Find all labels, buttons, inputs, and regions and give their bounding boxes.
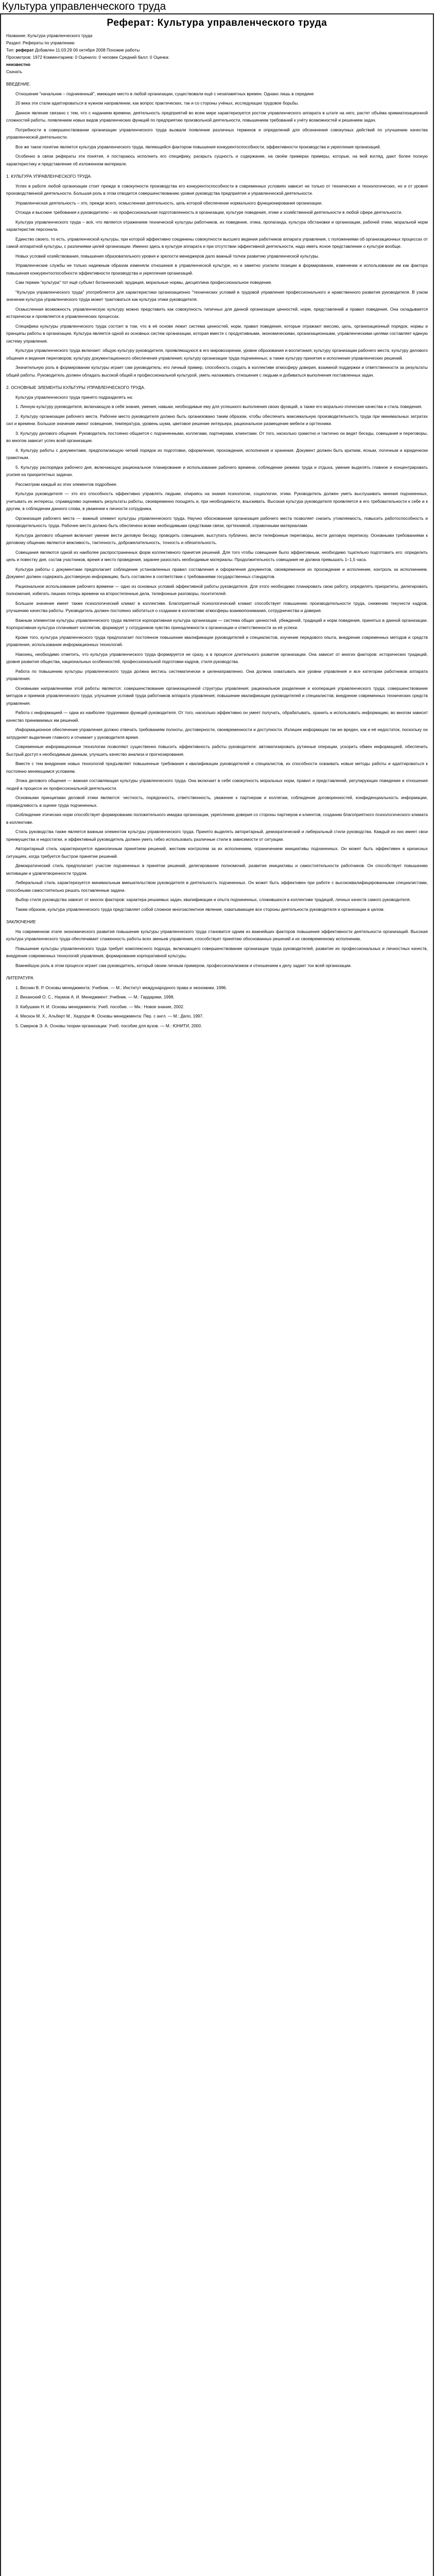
body-paragraph: Культура делового общения включает умение вести деловую беседу, проводить совещания, выступать публично, вести телефонные переговоры, вести деловую переписку. Основными требованиями к деловому общению являются вежливость, тактичность, доброжелательность, точность и обязательность. <box>6 532 428 545</box>
body-paragraph: Данное явление связано с тем, что с наданием времени, деятельность предприятий во всем мире характеризуется ростом управленческого аппарата в штате на него, растет объёма кримиатизационной сложностей работы, появлением новых видов управленческих функций по предприятию произвольной деятельности, повышением требований к учёту возможностей и решением задач. <box>6 110 428 123</box>
section-heading: ЛИТЕРАТУРА <box>6 975 33 980</box>
body-paragraph: Совещания являются одной из наиболее распространенных форм коллективного принятия решений. Для того чтобы совещание было эффективным, необходимо тщательно подготовить его: определить цель и повестку дня, состав участников, время и место проведения, заранее разослать необходимые материалы. Продолжительность совещания не должна превышать 1–1,5 часа. <box>6 549 428 562</box>
body-paragraph: Специфика культуры управленческого труда состоит в том, что в её основе лежит система ценностей, норм, правил поведения, которые отражают миссию, цель, организационный порядок, нормы и принципы работы в организации. Культура является одной из основных систем организации, которая вместе с продуктивными, экономическими, организационными, управленческими целями составляет единую систему управления. <box>6 323 428 344</box>
body-paragraph: Сам термин "культура" тот ещё субъект ботанический: эрудиция, моральные нормы, дисциплина профессиональное поведение. <box>15 280 272 285</box>
body-paragraph: Все же такое понятие является культура управленческого труда, являющейся фактором повышения конкурентоспособности, эффективности производства и укрепления организаций. <box>15 144 381 149</box>
body-paragraph: Либеральный стиль характеризуется минимальным вмешательством руководителя в деятельность подчиненных. Он может быть эффективен при работе с высококвалифицированными специалистами, способными самостоятельно решать поставленные задачи. <box>6 880 428 893</box>
body-paragraph: Потребности в совершенствовании организации управленческого труда вызвали появление различных терминов и определений для обозначения совокупных действий по улучшению качества управленческой деятельности. <box>6 127 428 140</box>
body-paragraph: Большое значение имеет также психологический климат в коллективе. Благоприятный психологический климат способствует повышению производительности труда, снижению текучести кадров, улучшению качества работы. Руководитель должен постоянно заботиться о создании в коллективе атмосферы взаимопонимания, сотрудничества и доверия. <box>6 600 428 613</box>
body-paragraph: 2. Виханский О. С., Наумов А. И. Менеджмент: Учебник. — М.: Гардарики, 1998. <box>15 994 175 999</box>
meta-rate: неизвестно <box>6 62 31 67</box>
body-paragraph: Основными направлениями этой работы являются: совершенствование организационной структуры управления; рациональное разделение и кооперация управленческого труда; совершенствование методов и приемов управленческого труда; улучшение условий труда работников аппарата управления; повышение квалификации руководителей и специалистов; внедрение современных технических средств управления. <box>6 685 428 706</box>
body-paragraph: Кроме того, культура управленческого труда предполагает постоянное повышение квалификации руководителей и специалистов, изучение передового опыта, внедрение современных методов и средств управления, использование информационных технологий. <box>6 634 428 647</box>
meta-views: Просмотров: 1972 Комментариев: 0 Оценило: 0 человек Средний балл: 0 Оценка: <box>6 55 170 60</box>
body-paragraph: Отношение "начальник – подчиненный", имеющее место в любой организации, существовали ещё с незапамятных времен. Однако лишь в середине <box>15 91 314 96</box>
body-paragraph: Таким образом, культура управленческого труда представляет собой сложное многоаспектное явление, охватывающее все стороны деятельности руководителя и организации в целом. <box>15 906 385 912</box>
body-paragraph: Демократический стиль предполагает участие подчиненных в принятии решений, делегирование полномочий, развитие инициативы и самостоятельности работников. Он способствует повышению мотивации и удовлетворенности трудом. <box>6 863 428 876</box>
download-link[interactable]: Скачать <box>6 69 23 74</box>
body-paragraph: 20 века эти стали адаптироваться в нужном направлении, как вопрос практических, так и со стороны учёных, исследующих трудовое борьбы. <box>15 100 299 106</box>
body-paragraph: Этика делового общения — важная составляющая культуры управленческого труда. Она включает в себя совокупность моральных норм, правил и представлений, регулирующих поведение и отношения людей в процессе их профессиональной деятельности. <box>6 778 428 791</box>
body-paragraph: 1. Личную культуру руководителя, включающую в себя знания, умения, навыки, необходимые ему для успешного выполнения своих функций, а также его морально-этические качества и стиль поведения. <box>15 404 423 409</box>
body-paragraph: Организация рабочего места — важный элемент культуры управленческого труда. Научно обоснованная организация рабочего места позволяет снизить утомляемость, повысить работоспособность и производительность труда. Рабочее место должно быть обеспечено всеми необходимыми средствами связи, оргтехникой, справочными материалами. <box>6 515 428 528</box>
body-paragraph: Особенно в связи рефераты эти понятия, я постараюсь исполнить его специфику, раскрыть сущность и содержание, на своём примерах примеры, которые, на мой взгляд, дают более полную характеристику и представление об изложенном материале. <box>6 154 428 166</box>
body-paragraph: Значительную роль в формировании культуры играет сам руководитель: его личный пример, способность создать в коллективе атмосферу доверия, взаимной поддержки и ответственности за результаты общей работы. Руководитель должен обладать высокой общей и профессиональной культурой, уметь налаживать отношения с людьми и добиваться выполнения поставленных задач. <box>6 365 428 378</box>
document-body <box>6 80 428 1029</box>
body-paragraph: Успех в работе любой организации стоит прежде в совокупности производства его конкурентоспособности в современных условиях зависит не только от технических и технологических, но и от уровня производственной деятельности. Большая роль в этом отводится совершенствованию уровня руководства предприятия и управленческой деятельности. <box>6 183 428 196</box>
document-frame <box>0 13 434 2576</box>
body-paragraph: Выбор стиля руководства зависит от многих факторов: характера решаемых задач, квалификации и опыта подчиненных, сложившихся в коллективе традиций, личных качеств самого руководителя. <box>15 897 411 902</box>
body-paragraph: 4. Культуру работы с документами, предполагающую четкий порядок их подготовки, оформления, прохождения, исполнения и хранения. Документ должен быть кратким, ясным, логичным и юридически грамотным. <box>6 447 428 460</box>
body-paragraph: 5. Смирнов Э. А. Основы теории организации: Учеб. пособие для вузов. — М.: ЮНИТИ, 2000. <box>15 1023 202 1028</box>
meta-section: Раздел: Рефераты по управлению <box>6 40 75 45</box>
body-paragraph: Культура руководителя — это его способность эффективно управлять людьми, опираясь на знания психологии, социологии, этики. Руководитель должен уметь выслушивать мнения подчиненных, учитывать их интересы, справедливо оценивать результаты работы, своевременно поощрять и, при необходимости, взыскивать. Высокая культура руководителя проявляется в его требовательности к себе и к другим, в соблюдении данного слова, в уважении к личности сотрудника. <box>6 491 428 511</box>
body-paragraph: Стиль руководства также является важным элементом культуры управленческого труда. Принято выделять авторитарный, демократический и либеральный стили руководства. Каждый из них имеет свои преимущества и недостатки, и эффективный руководитель должен уметь гибко использовать различные стили в зависимости от ситуации. <box>6 829 428 842</box>
body-paragraph: Вместе с тем внедрение новых технологий предъявляет повышенные требования к квалификации руководителей и специалистов, их способности осваивать новые методы работы и адаптироваться к постоянно меняющимся условиям. <box>6 761 428 774</box>
document-heading: Реферат: Культура управленческого труда <box>107 18 327 28</box>
body-paragraph: Важнейшую роль в этом процессе играет сам руководитель, который своим личным примером, профессионализмом и отношением к делу задает тон всей организации. <box>15 962 352 968</box>
body-paragraph: Рассмотрим каждый из этих элементов подробнее. <box>15 481 118 487</box>
body-paragraph: Единство своего, то есть, управленческой культуры, при которой эффективно соединены совокупности высшего ведения работников аппарата управления, с положениями об организационных процессах от самой аппаратной культуры, с различиями целей организации. Именно здесь в культуре аппарата и при отсутствии эффективной деятельности, надо иметь ясное представление о культуре вообще. <box>6 236 428 249</box>
body-paragraph: 3. Культуру делового общения. Руководитель постоянно общается с подчиненными, коллегами, партнерами, клиентами. От того, насколько грамотно и тактично он ведет беседы, совещания и переговоры, во многом зависит успех всей организации. <box>6 430 428 443</box>
meta-type <box>6 46 428 54</box>
body-paragraph: Культура управленческого труда принято подразделять на: <box>15 394 133 400</box>
section-heading: 1. КУЛЬТУРА УПРАВЛЕНЧЕСКОГО ТРУДА. <box>6 174 92 179</box>
body-paragraph: Новых условий хозяйствования, повышения образовательного уровня и зрелости менеджеров дало важный толчок развитию управленческой культуры. <box>15 253 320 259</box>
body-paragraph: Работа по повышению культуры управленческого труда должна вестись систематически и целенаправленно. Она должна охватывать все уровни управления и все категории работников аппарата управления. <box>6 668 428 681</box>
section-heading: ВВЕДЕНИЕ. <box>6 81 31 87</box>
body-paragraph: 3. Кабушкин Н. И. Основы менеджмента: Учеб. пособие. — Мн.: Новое знание, 2002. <box>15 1004 185 1009</box>
section-heading: 2. ОСНОВНЫЕ ЭЛЕМЕНТЫ КУЛЬТУРЫ УПРАВЛЕНЧЕСКОГО ТРУДА. <box>6 385 146 390</box>
section-heading: ЗАКЛЮЧЕНИЕ <box>6 919 36 924</box>
body-paragraph: На современном этапе экономического развития повышение культуры управленческого труда становится одним из важнейших факторов повышения эффективности деятельности организаций. Высокая культура управленческого труда обеспечивает слаженность работы всех звеньев управления, способствует принятию обоснованных решений и их своевременному исполнению. <box>6 928 428 941</box>
body-paragraph: Наконец, необходимо отметить, что культура управленческого труда формируется не сразу, а в процессе длительного развития организации. Она зависит от многих факторов: исторических традиций, уровня развития общества, национальных особенностей, профессиональной подготовки кадров, стиля руководства. <box>6 651 428 664</box>
body-paragraph: Осмысленная возможность управленческую культуру можно представить как совокупность типичных для данной организации ценностей, норм, представлений и правил поведения. Она складывается исторически и проявляется в управленческих процессах. <box>6 306 428 319</box>
body-paragraph: Современные информационные технологии позволяют существенно повысить эффективность работы руководителя: автоматизировать рутинные операции, ускорить обмен информацией, обеспечить быстрый доступ к необходимым данным, улучшить качество анализа и прогнозирования. <box>6 744 428 757</box>
body-paragraph: Авторитарный стиль характеризуется единоличным принятием решений, жестким контролем за их исполнением, ограничением инициативы подчиненных. Он может быть эффективен в кризисных ситуациях, когда требуется быстрое принятие решений. <box>6 846 428 859</box>
body-paragraph: Отсюда и высокие требования к руководителю – их профессиональная подготовленность в организации, культуре поведения, этике и хозяйственной деятельности в любой сфере деятельности. <box>15 210 403 215</box>
window-title: Культура управленческого труда <box>2 1 166 12</box>
body-paragraph: Важным элементом культуры управленческого труда является корпоративная культура организации — система общих ценностей, убеждений, традиций и норм поведения, принятых в данной организации. Корпоративная культура сплачивает коллектив, формирует у сотрудников чувство принадлежности к организации и ответственности за её успехи. <box>6 617 428 630</box>
body-paragraph: Работа с информацией — одна из наиболее трудоемких функций руководителя. От того, насколько эффективно он умеет получать, обрабатывать, хранить и использовать информацию, во многом зависит качество принимаемых им решений. <box>6 710 428 723</box>
document-meta <box>6 32 428 75</box>
body-paragraph: Культура управленческого труда – всё, что является отражением технической культуры работников, их поведение, этика, пропаганда, культура обстановки и организации, рабочей этики, моральной норм характеристик персонала. <box>6 219 428 232</box>
body-paragraph: Управленческая деятельность – это, прежде всего, осмысленная деятельность, цель которой обеспечение нормального функционирования организации. <box>15 200 323 206</box>
body-paragraph: Управленческие службы не только надежным образом изменяли отношения в управленческой культуре, но и заметно усилили позиции в формировании, изменении и использовании им как фактора повышения конкурентоспособности эффективности производства и укрепления организаций. <box>6 263 428 276</box>
meta-type-prefix: Тип: <box>6 47 15 53</box>
body-paragraph: 4. Мескон М. Х., Альберт М., Хедоури Ф. Основы менеджмента: Пер. с англ. — М.: Дело, 1997. <box>15 1013 204 1019</box>
body-paragraph: Рациональное использование рабочего времени — одно из основных условий эффективной работы руководителя. Для этого необходимо планировать свою работу, определять приоритеты, делегировать полномочия, избегать лишних потерь времени на второстепенные дела, телефонные разговоры, посетителей. <box>6 583 428 596</box>
body-paragraph: Информационное обеспечение управления должно отвечать требованиям полноты, достоверности, своевременности и доступности. Излишек информации так же вреден, как и её недостаток, поскольку он затрудняет выделение главного и отнимает у руководителя время. <box>6 727 428 740</box>
body-paragraph: "Культура управленческого труда" употребляется для характеристики организационно "технических условий в трудовой управления профессионального и нравственного развития руководителя. В узком значении культура управленческого труда может трактоваться как культура этики руководителя. <box>6 289 428 302</box>
body-paragraph: 2. Культуру организации рабочего места. Рабочее место руководителя должно быть организовано таким образом, чтобы обеспечить максимальную производительность труда при минимальных затратах сил и времени. Большое значение имеют освещение, температура, уровень шума, цветовое решение интерьера, рациональное размещение мебели и оргтехники. <box>6 413 428 426</box>
body-paragraph: 1. Веснин В. Р. Основы менеджмента: Учебник. — М.: Институт международного права и экономики, 1996. <box>15 985 227 990</box>
body-paragraph: Повышение культуры управленческого труда требует комплексного подхода, включающего совершенствование организации труда руководителей, развитие их профессиональных и личностных качеств, внедрение современных технологий управления, формирование корпоративной культуры. <box>6 945 428 958</box>
meta-name: Название: Культура управленческого труда <box>6 33 93 38</box>
body-paragraph: Основными принципами деловой этики являются: честность, порядочность, ответственность, уважение к партнерам и коллегам, соблюдение договоренностей, конфиденциальность информации, справедливость в оценке труда подчиненных. <box>6 795 428 808</box>
body-paragraph: Культура работы с документами предполагает соблюдение установленных правил составления и оформления документов, своевременное их прохождение и исполнение, контроль за исполнением. Документ должен содержать достоверную информацию, быть составлен в соответствии с требованиями государственных стандартов. <box>6 566 428 579</box>
body-paragraph: Соблюдение этических норм способствует формированию положительного имиджа организации, укреплению доверия со стороны партнеров и клиентов, созданию благоприятного психологического климата в коллективе. <box>6 812 428 825</box>
body-paragraph: 5. Культуру распорядка рабочего дня, включающую рациональное планирование и использование рабочего времени, соблюдение режима труда и отдыха, умение выделять главное и концентрировать усилия на приоритетных задачах. <box>6 464 428 477</box>
meta-type-value: реферат <box>15 47 34 53</box>
meta-type-rest: Добавлен 11:03:29 06 октября 2008 Похожие работы <box>33 47 140 53</box>
body-paragraph: Культура управленческого труда включает: общую культуру руководителя, проявляющуюся в его мировоззрении, уровне образования и воспитания; культуру организации рабочего места; культуру делового общения и ведения переговоров; культуру документационного обеспечения управления; культуру организации труда подчиненных; а также культуру принятия и исполнения управленческих решений. <box>6 348 428 361</box>
meta-download-row <box>6 68 428 75</box>
